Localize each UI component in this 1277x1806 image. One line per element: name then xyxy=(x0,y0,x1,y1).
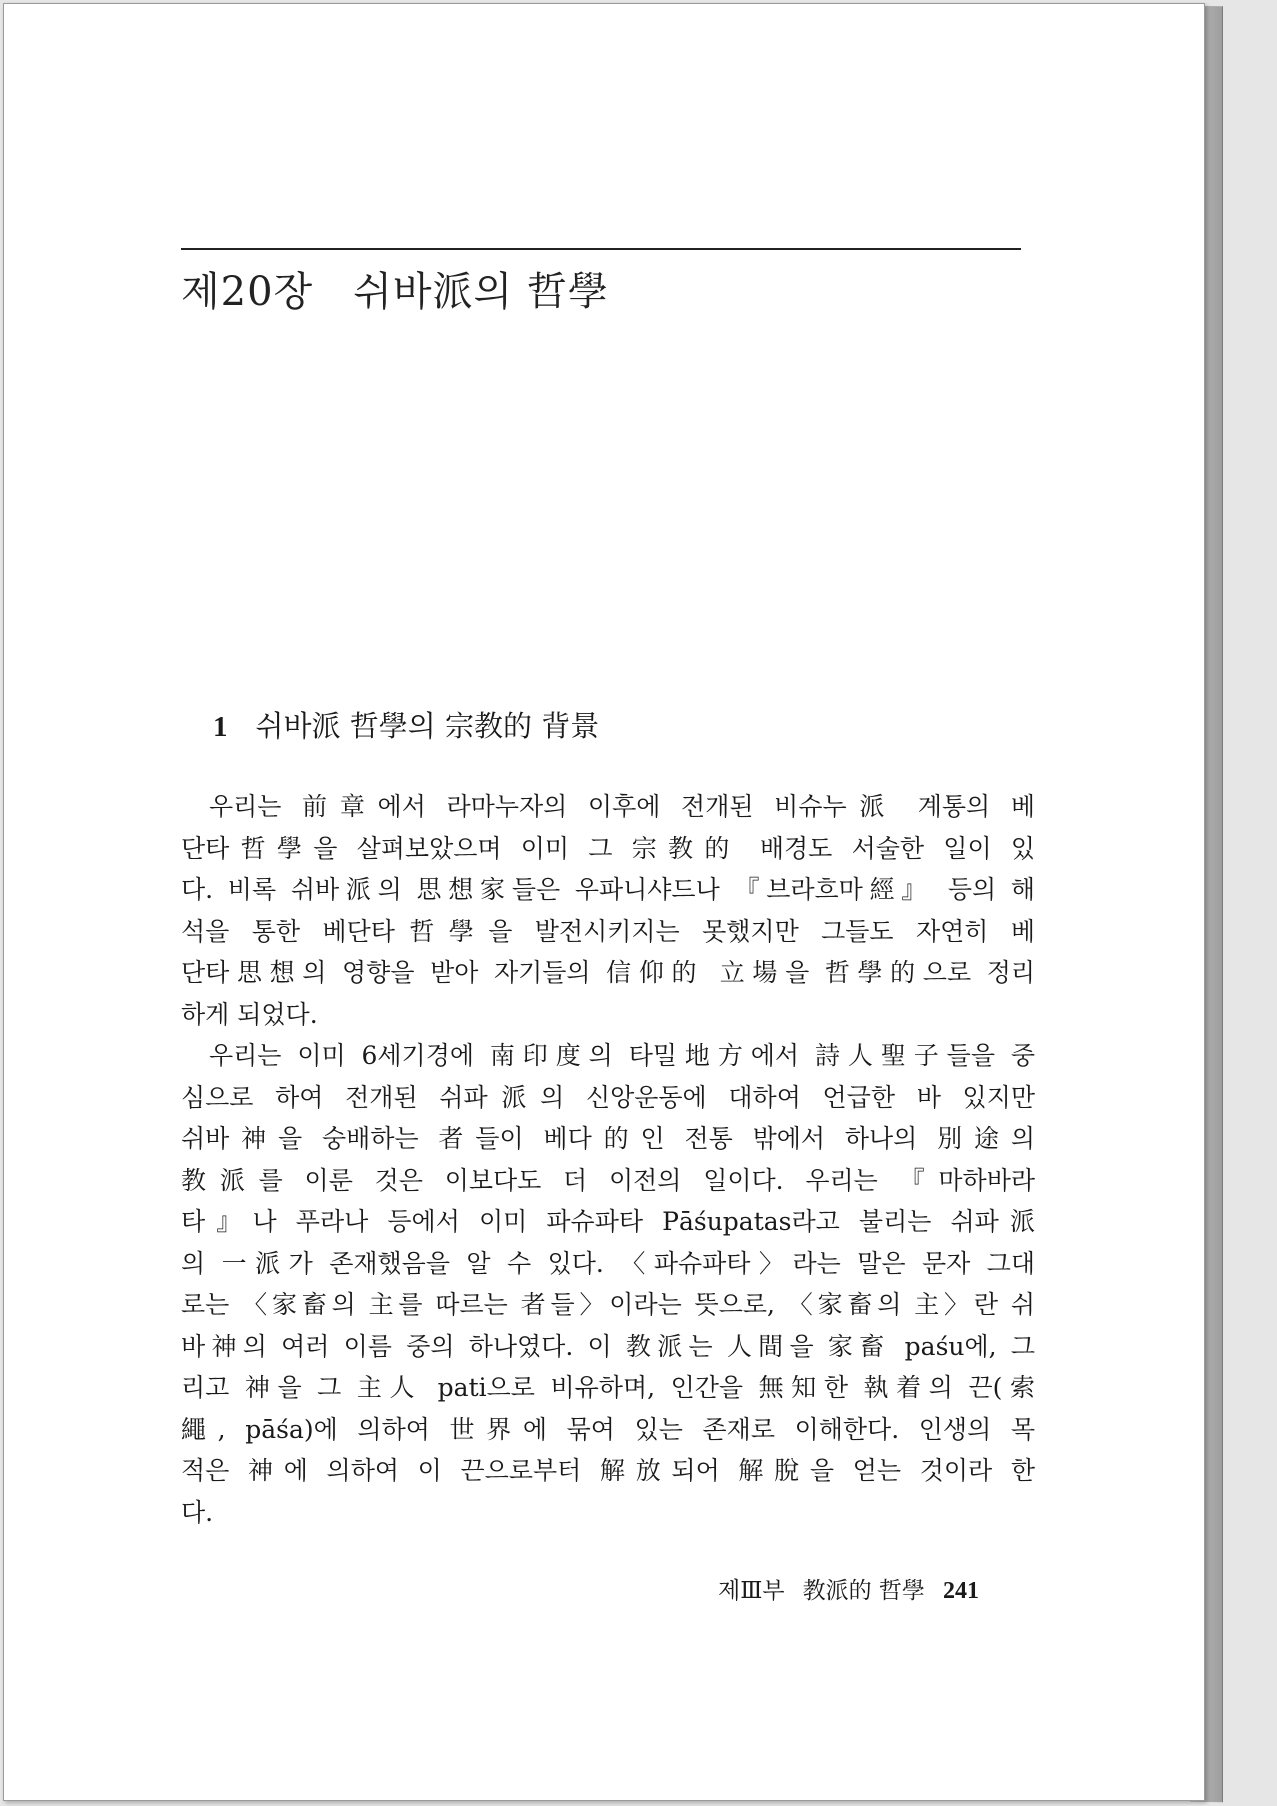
chapter-rule xyxy=(181,248,1021,250)
text-line: 다. 비록 쉬바派의 思想家들은 우파니샤드나 『브라흐마經』 등의 해 xyxy=(181,875,1035,904)
chapter-label: 제20장 xyxy=(181,269,314,315)
text-line: 단타思想의 영향을 받아 자기들의 信仰的 立場을 哲學的으로 정리 xyxy=(181,958,1035,987)
book-page xyxy=(3,3,1205,1801)
text-line: 하게 되었다. xyxy=(181,999,318,1029)
text-line: 繩, pāśa)에 의하여 世界에 묶여 있는 존재로 이해한다. 인생의 목 xyxy=(181,1414,1035,1444)
text-line: 教派를 이룬 것은 이보다도 더 이전의 일이다. 우리는 『마하바라 xyxy=(181,1165,1035,1195)
text-line: 석을 통한 베단타哲學을 발전시키지는 못했지만 그들도 자연히 베 xyxy=(181,916,1035,946)
running-footer xyxy=(718,1572,979,1605)
text-line: 타』나 푸라나 등에서 이미 파슈파타 Pāśupatas라고 불리는 쉬파派 xyxy=(181,1207,1035,1236)
text-line: 다. xyxy=(181,1497,214,1527)
footer-title: 教派的 哲學 xyxy=(802,1578,925,1604)
section-title: 쉬바派 哲學의 宗教的 背景 xyxy=(255,709,600,743)
text-line: 로는 〈家畜의 主를 따르는 者들〉이라는 뜻으로, 〈家畜의 主〉란 쉬 xyxy=(181,1290,1035,1319)
text-line: 의 一派가 존재했음을 알 수 있다. 〈파슈파타〉라는 말은 문자 그대 xyxy=(181,1248,1035,1278)
footer-part: 제Ⅲ부 xyxy=(718,1578,785,1604)
chapter-heading xyxy=(181,260,609,317)
text-line: 심으로 하여 전개된 쉬파派의 신앙운동에 대하여 언급한 바 있지만 xyxy=(181,1082,1035,1112)
paragraph xyxy=(181,786,1035,1035)
chapter-title: 쉬바派의 哲學 xyxy=(353,269,609,315)
section-number: 1 xyxy=(213,711,228,743)
text-line: 리고 神을 그 主人 pati으로 비유하며, 인간을 無知한 執着의 끈(索 xyxy=(181,1373,1035,1402)
text-line: 쉬바神을 숭배하는 者들이 베다的인 전통 밖에서 하나의 別途의 xyxy=(181,1124,1035,1153)
text-line: 우리는 前章에서 라마누자의 이후에 전개된 비슈누派 계통의 베 xyxy=(209,792,1035,821)
page-number: 241 xyxy=(942,1578,979,1604)
section-heading xyxy=(213,704,599,745)
text-line: 바神의 여러 이름 중의 하나였다. 이 教派는 人間을 家畜 paśu에, 그 xyxy=(181,1331,1035,1361)
body-text xyxy=(181,786,1035,1533)
paragraph xyxy=(181,1035,1035,1533)
text-line: 우리는 이미 6세기경에 南印度의 타밀地方에서 詩人聖子들을 중 xyxy=(209,1041,1035,1070)
text-line: 적은 神에 의하여 이 끈으로부터 解放되어 解脫을 얻는 것이라 한 xyxy=(181,1456,1035,1485)
text-line: 단타哲學을 살펴보았으며 이미 그 宗教的 배경도 서술한 일이 있 xyxy=(181,833,1035,863)
